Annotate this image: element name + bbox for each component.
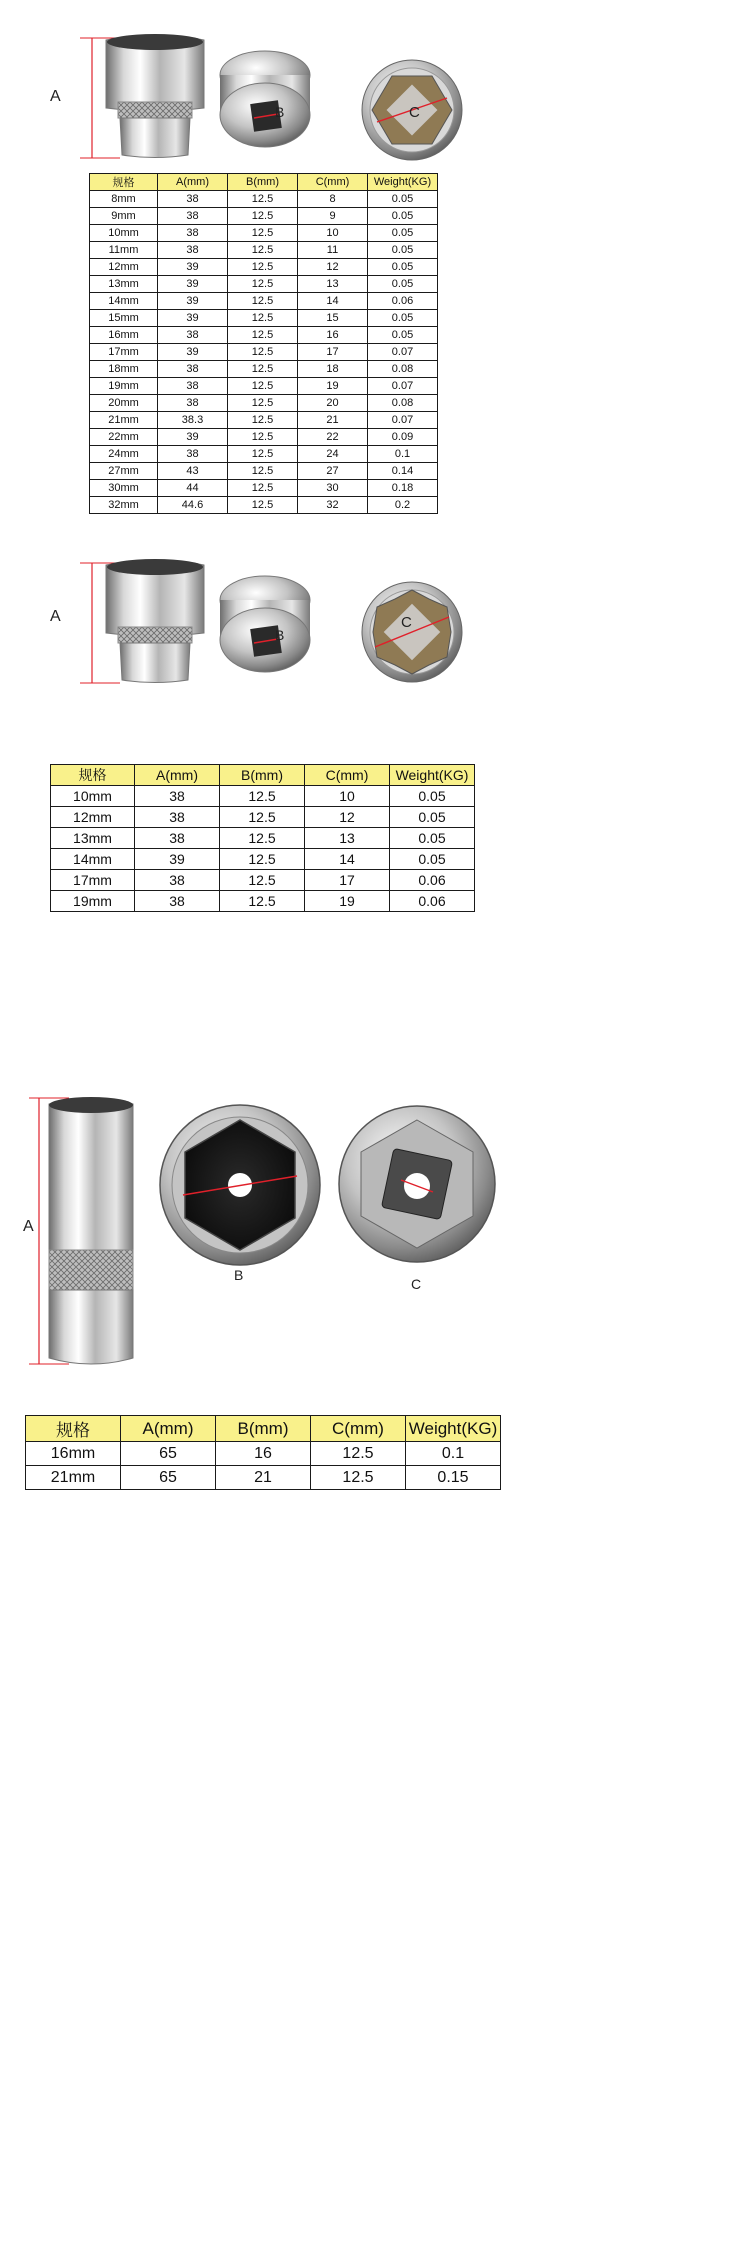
- table-cell: 0.05: [368, 208, 438, 225]
- section-deep-sockets: [0, 1080, 750, 1500]
- table-cell: 13mm: [51, 828, 135, 849]
- deep-socket-side-view: [25, 1090, 155, 1370]
- table-cell: 17mm: [51, 870, 135, 891]
- table-cell: 19mm: [51, 891, 135, 912]
- table-cell: 0.05: [368, 259, 438, 276]
- socket-drive-end-view: [210, 565, 320, 680]
- table-cell: 30mm: [90, 480, 158, 497]
- socket-drive-end-view: [210, 40, 320, 155]
- table-cell: 39: [158, 429, 228, 446]
- table-cell: 0.09: [368, 429, 438, 446]
- table-cell: 12mm: [51, 807, 135, 828]
- table-cell: 24mm: [90, 446, 158, 463]
- spec-table-deep: [25, 1415, 501, 1490]
- table-cell: 0.07: [368, 378, 438, 395]
- table-cell: 44.6: [158, 497, 228, 514]
- table-cell: 38: [158, 327, 228, 344]
- table-cell: 12.5: [228, 497, 298, 514]
- column-header: B(mm): [220, 765, 305, 786]
- spec-table-6pt: [50, 764, 475, 912]
- table-cell: 12.5: [220, 786, 305, 807]
- table-cell: 12: [305, 807, 390, 828]
- table-cell: 38: [158, 395, 228, 412]
- table-row: [51, 828, 475, 849]
- table-cell: 0.05: [368, 327, 438, 344]
- table-cell: 12.5: [228, 463, 298, 480]
- table-cell: 38: [135, 828, 220, 849]
- table-cell: 12.5: [228, 412, 298, 429]
- column-header: C(mm): [305, 765, 390, 786]
- table-cell: 14mm: [90, 293, 158, 310]
- table-cell: 12mm: [90, 259, 158, 276]
- table-cell: 0.05: [368, 276, 438, 293]
- table-cell: 43: [158, 463, 228, 480]
- column-header: Weight(KG): [368, 174, 438, 191]
- table-cell: 13: [305, 828, 390, 849]
- table-cell: 12.5: [220, 870, 305, 891]
- table-cell: 15mm: [90, 310, 158, 327]
- table-cell: 24: [298, 446, 368, 463]
- table-cell: 10: [298, 225, 368, 242]
- table-cell: 0.05: [390, 828, 475, 849]
- table-cell: 38: [158, 208, 228, 225]
- table-cell: 27: [298, 463, 368, 480]
- table-cell: 38: [135, 891, 220, 912]
- table-cell: 12.5: [228, 293, 298, 310]
- table-cell: 12.5: [228, 310, 298, 327]
- table-row: [90, 242, 438, 259]
- section-6pt-sockets: [0, 545, 750, 945]
- table-cell: 12.5: [220, 849, 305, 870]
- table-row: [90, 259, 438, 276]
- table-cell: 32: [298, 497, 368, 514]
- table-cell: 12.5: [228, 225, 298, 242]
- table-cell: 0.15: [406, 1466, 501, 1490]
- deep-socket-hex-end-view: [155, 1100, 325, 1270]
- table-cell: 12.5: [228, 327, 298, 344]
- table-cell: 0.06: [390, 891, 475, 912]
- column-header: B(mm): [216, 1416, 311, 1442]
- table-header-row: [90, 174, 438, 191]
- dimension-label-b: B: [275, 104, 285, 120]
- table-cell: 17mm: [90, 344, 158, 361]
- table-cell: 0.18: [368, 480, 438, 497]
- table-row: [90, 191, 438, 208]
- table-cell: 38: [158, 191, 228, 208]
- deep-socket-drive-end-view: [335, 1102, 500, 1267]
- table-body: [26, 1442, 501, 1490]
- dimension-label-c: C: [409, 104, 420, 121]
- table-cell: 39: [158, 259, 228, 276]
- table-header-row: [51, 765, 475, 786]
- table-row: [90, 361, 438, 378]
- table-cell: 39: [158, 344, 228, 361]
- column-header: C(mm): [298, 174, 368, 191]
- table-cell: 38.3: [158, 412, 228, 429]
- table-cell: 12.5: [220, 891, 305, 912]
- table-cell: 16: [216, 1442, 311, 1466]
- table-cell: 65: [121, 1466, 216, 1490]
- table-cell: 16: [298, 327, 368, 344]
- table-cell: 12: [298, 259, 368, 276]
- table-row: [90, 497, 438, 514]
- table-cell: 19: [305, 891, 390, 912]
- table-cell: 13mm: [90, 276, 158, 293]
- table-cell: 0.1: [368, 446, 438, 463]
- table-cell: 10mm: [51, 786, 135, 807]
- table-cell: 22: [298, 429, 368, 446]
- table-header-row: [26, 1416, 501, 1442]
- table-cell: 0.06: [390, 870, 475, 891]
- table-cell: 38: [158, 242, 228, 259]
- table-cell: 39: [135, 849, 220, 870]
- column-header: Weight(KG): [390, 765, 475, 786]
- table-cell: 0.05: [390, 849, 475, 870]
- dimension-label-c: C: [401, 614, 412, 631]
- table-cell: 13: [298, 276, 368, 293]
- table-cell: 12.5: [228, 395, 298, 412]
- table-cell: 12.5: [228, 191, 298, 208]
- table-cell: 30: [298, 480, 368, 497]
- table-cell: 0.1: [406, 1442, 501, 1466]
- table-row: [90, 480, 438, 497]
- table-row: [90, 344, 438, 361]
- table-cell: 19: [298, 378, 368, 395]
- table-row: [90, 429, 438, 446]
- table-row: [90, 225, 438, 242]
- table-row: [26, 1442, 501, 1466]
- table-cell: 12.5: [228, 378, 298, 395]
- table-row: [90, 208, 438, 225]
- table-cell: 65: [121, 1442, 216, 1466]
- table-cell: 38: [158, 378, 228, 395]
- table-cell: 12.5: [311, 1442, 406, 1466]
- table-cell: 38: [158, 361, 228, 378]
- column-header: A(mm): [121, 1416, 216, 1442]
- column-header: 规格: [51, 765, 135, 786]
- table-cell: 0.05: [390, 807, 475, 828]
- table-cell: 44: [158, 480, 228, 497]
- table-cell: 17: [305, 870, 390, 891]
- table-cell: 38: [135, 786, 220, 807]
- column-header: B(mm): [228, 174, 298, 191]
- table-cell: 20: [298, 395, 368, 412]
- table-cell: 15: [298, 310, 368, 327]
- table-cell: 8mm: [90, 191, 158, 208]
- table-cell: 38: [158, 446, 228, 463]
- table-body: [90, 191, 438, 514]
- table-cell: 39: [158, 276, 228, 293]
- table-cell: 12.5: [311, 1466, 406, 1490]
- table-cell: 12.5: [220, 807, 305, 828]
- table-cell: 0.08: [368, 361, 438, 378]
- table-cell: 18mm: [90, 361, 158, 378]
- table-row: [90, 463, 438, 480]
- table-cell: 38: [158, 225, 228, 242]
- table-cell: 14: [298, 293, 368, 310]
- dimension-label-a: A: [23, 1218, 34, 1235]
- table-cell: 38: [135, 807, 220, 828]
- table-row: [26, 1466, 501, 1490]
- table-row: [90, 293, 438, 310]
- table-row: [90, 276, 438, 293]
- table-cell: 0.05: [390, 786, 475, 807]
- table-cell: 38: [135, 870, 220, 891]
- table-cell: 11: [298, 242, 368, 259]
- table-cell: 12.5: [228, 242, 298, 259]
- table-cell: 0.07: [368, 344, 438, 361]
- table-cell: 14: [305, 849, 390, 870]
- spec-table-standard: [89, 173, 438, 514]
- table-cell: 0.06: [368, 293, 438, 310]
- table-cell: 10mm: [90, 225, 158, 242]
- table-cell: 18: [298, 361, 368, 378]
- table-cell: 16mm: [90, 327, 158, 344]
- table-cell: 0.2: [368, 497, 438, 514]
- column-header: Weight(KG): [406, 1416, 501, 1442]
- socket-hex-end-view: [355, 577, 470, 687]
- table-row: [51, 807, 475, 828]
- table-cell: 21mm: [26, 1466, 121, 1490]
- table-cell: 17: [298, 344, 368, 361]
- table-cell: 0.05: [368, 242, 438, 259]
- table-cell: 19mm: [90, 378, 158, 395]
- table-cell: 12.5: [228, 208, 298, 225]
- table-row: [51, 849, 475, 870]
- column-header: 规格: [26, 1416, 121, 1442]
- table-row: [90, 310, 438, 327]
- table-cell: 22mm: [90, 429, 158, 446]
- table-cell: 9: [298, 208, 368, 225]
- table-cell: 0.14: [368, 463, 438, 480]
- table-row: [51, 786, 475, 807]
- table-cell: 21: [216, 1466, 311, 1490]
- table-row: [90, 327, 438, 344]
- dimension-label-a: A: [50, 88, 61, 105]
- table-cell: 27mm: [90, 463, 158, 480]
- table-body: [51, 786, 475, 912]
- table-cell: 39: [158, 310, 228, 327]
- table-row: [90, 378, 438, 395]
- table-row: [51, 891, 475, 912]
- table-cell: 12.5: [228, 446, 298, 463]
- table-cell: 0.05: [368, 225, 438, 242]
- table-row: [90, 446, 438, 463]
- column-header: C(mm): [311, 1416, 406, 1442]
- column-header: 规格: [90, 174, 158, 191]
- table-cell: 21: [298, 412, 368, 429]
- table-row: [90, 412, 438, 429]
- table-cell: 12.5: [228, 429, 298, 446]
- table-cell: 0.05: [368, 310, 438, 327]
- table-cell: 12.5: [220, 828, 305, 849]
- table-cell: 0.07: [368, 412, 438, 429]
- dimension-label-a: A: [50, 608, 61, 625]
- table-cell: 12.5: [228, 480, 298, 497]
- table-cell: 9mm: [90, 208, 158, 225]
- dimension-label-b: B: [234, 1267, 244, 1283]
- table-row: [51, 870, 475, 891]
- table-cell: 32mm: [90, 497, 158, 514]
- table-cell: 16mm: [26, 1442, 121, 1466]
- column-header: A(mm): [158, 174, 228, 191]
- table-cell: 12.5: [228, 276, 298, 293]
- table-row: [90, 395, 438, 412]
- column-header: A(mm): [135, 765, 220, 786]
- table-cell: 12.5: [228, 361, 298, 378]
- table-cell: 21mm: [90, 412, 158, 429]
- table-cell: 0.05: [368, 191, 438, 208]
- table-cell: 11mm: [90, 242, 158, 259]
- dimension-label-c: C: [411, 1276, 422, 1292]
- table-cell: 39: [158, 293, 228, 310]
- table-cell: 10: [305, 786, 390, 807]
- table-cell: 12.5: [228, 344, 298, 361]
- table-cell: 0.08: [368, 395, 438, 412]
- table-cell: 8: [298, 191, 368, 208]
- table-cell: 12.5: [228, 259, 298, 276]
- table-cell: 20mm: [90, 395, 158, 412]
- dimension-label-b: B: [275, 627, 285, 643]
- table-cell: 14mm: [51, 849, 135, 870]
